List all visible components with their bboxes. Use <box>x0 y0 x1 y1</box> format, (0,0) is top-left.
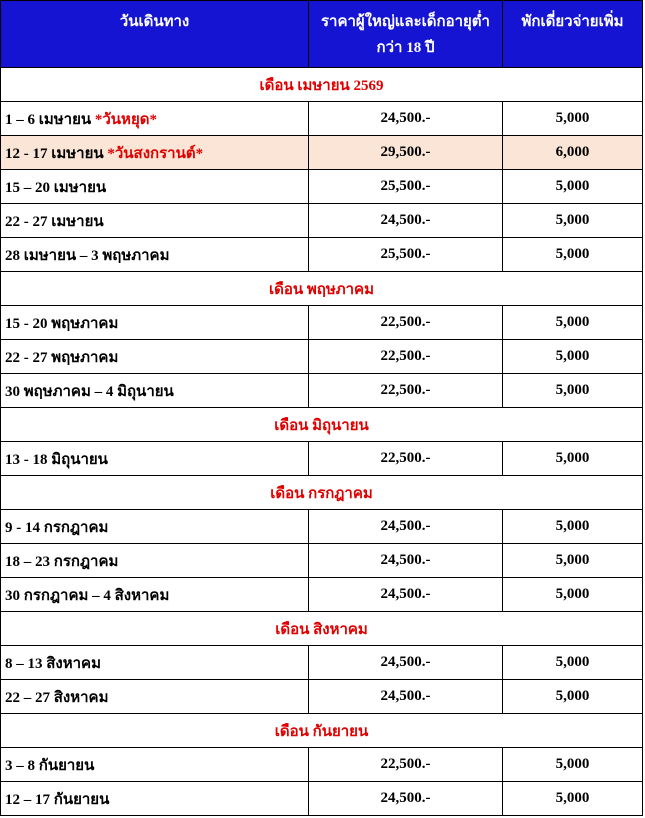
date-cell <box>1 204 309 238</box>
date-cell <box>1 306 309 340</box>
single-supplement-cell: 5,000 <box>503 238 643 272</box>
table-row <box>1 102 643 136</box>
date-text: 9 - 14 กรกฎาคม <box>5 519 109 536</box>
price-cell: 24,500.- <box>309 510 503 544</box>
date-text: 22 - 27 พฤษภาคม <box>5 349 119 366</box>
price-cell: 24,500.- <box>309 102 503 136</box>
header-price <box>309 1 503 68</box>
table-row <box>1 442 643 476</box>
month-row <box>1 476 643 510</box>
price-cell: 22,500.- <box>309 442 503 476</box>
price-cell: 24,500.- <box>309 680 503 714</box>
header-single: พักเดี่ยวจ่ายเพิ่ม <box>503 1 643 68</box>
price-cell: 24,500.- <box>309 544 503 578</box>
price-cell: 24,500.- <box>309 204 503 238</box>
table-row <box>1 646 643 680</box>
date-text: 1 – 6 เมษายน <box>5 111 92 128</box>
month-row <box>1 408 643 442</box>
date-cell <box>1 578 309 612</box>
month-row <box>1 612 643 646</box>
table-row <box>1 680 643 714</box>
price-cell: 24,500.- <box>309 782 503 816</box>
month-heading: เดือน กันยายน <box>1 714 643 748</box>
price-cell: 25,500.- <box>309 238 503 272</box>
date-text: 18 – 23 กรกฎาคม <box>5 553 119 570</box>
date-text: 13 - 18 มิถุนายน <box>5 451 108 468</box>
price-cell: 24,500.- <box>309 578 503 612</box>
date-cell <box>1 646 309 680</box>
price-cell: 29,500.- <box>309 136 503 170</box>
month-row <box>1 68 643 102</box>
month-heading: เดือน มิถุนายน <box>1 408 643 442</box>
price-cell: 24,500.- <box>309 646 503 680</box>
single-supplement-cell: 5,000 <box>503 306 643 340</box>
month-row <box>1 272 643 306</box>
single-supplement-cell: 5,000 <box>503 340 643 374</box>
month-heading: เดือน เมษายน 2569 <box>1 68 643 102</box>
date-cell <box>1 782 309 816</box>
single-supplement-cell: 5,000 <box>503 646 643 680</box>
single-supplement-cell: 5,000 <box>503 442 643 476</box>
single-supplement-cell: 5,000 <box>503 748 643 782</box>
date-cell <box>1 102 309 136</box>
date-text: 8 – 13 สิงหาคม <box>5 655 101 672</box>
price-cell: 25,500.- <box>309 170 503 204</box>
single-supplement-cell: 5,000 <box>503 510 643 544</box>
date-cell <box>1 510 309 544</box>
date-text: 30 พฤษภาคม – 4 มิถุนายน <box>5 383 174 400</box>
table-row <box>1 170 643 204</box>
single-supplement-cell: 5,000 <box>503 102 643 136</box>
table-row <box>1 748 643 782</box>
single-supplement-cell: 5,000 <box>503 374 643 408</box>
date-text: 3 – 8 กันยายน <box>5 757 95 774</box>
date-text: 28 เมษายน – 3 พฤษภาคม <box>5 247 170 264</box>
date-cell <box>1 136 309 170</box>
date-cell <box>1 680 309 714</box>
date-text: 15 – 20 เมษายน <box>5 179 107 196</box>
single-supplement-cell: 5,000 <box>503 680 643 714</box>
month-row <box>1 714 643 748</box>
header-date: วันเดินทาง <box>1 1 309 68</box>
single-supplement-cell: 5,000 <box>503 204 643 238</box>
table-row <box>1 544 643 578</box>
date-text: 30 กรกฎาคม – 4 สิงหาคม <box>5 587 170 604</box>
date-text: 22 - 27 เมษายน <box>5 213 104 230</box>
price-cell: 22,500.- <box>309 748 503 782</box>
single-supplement-cell: 5,000 <box>503 578 643 612</box>
month-heading: เดือน พฤษภาคม <box>1 272 643 306</box>
date-cell <box>1 544 309 578</box>
date-cell <box>1 340 309 374</box>
table-row <box>1 340 643 374</box>
date-note: *วันหยุด* <box>94 111 157 128</box>
single-supplement-cell: 5,000 <box>503 782 643 816</box>
header-price-line2: กว่า 18 ปี <box>376 40 435 56</box>
date-cell <box>1 374 309 408</box>
single-supplement-cell: 5,000 <box>503 544 643 578</box>
table-row <box>1 136 643 170</box>
date-text: 12 - 17 เมษายน <box>5 145 104 162</box>
price-cell: 22,500.- <box>309 340 503 374</box>
header-price-line1: ราคาผู้ใหญ่และเด็กอายุต่ำ <box>321 14 490 30</box>
month-heading: เดือน กรกฎาคม <box>1 476 643 510</box>
date-cell <box>1 170 309 204</box>
table-row <box>1 510 643 544</box>
table-row <box>1 306 643 340</box>
date-text: 12 – 17 กันยายน <box>5 791 110 808</box>
price-cell: 22,500.- <box>309 306 503 340</box>
month-heading: เดือน สิงหาคม <box>1 612 643 646</box>
table-row <box>1 238 643 272</box>
price-cell: 22,500.- <box>309 374 503 408</box>
table-row <box>1 782 643 816</box>
single-supplement-cell: 6,000 <box>503 136 643 170</box>
date-note: *วันสงกรานต์* <box>107 145 204 162</box>
table-row <box>1 204 643 238</box>
date-cell <box>1 442 309 476</box>
single-supplement-cell: 5,000 <box>503 170 643 204</box>
date-text: 15 - 20 พฤษภาคม <box>5 315 119 332</box>
date-text: 22 – 27 สิงหาคม <box>5 689 109 706</box>
date-cell <box>1 748 309 782</box>
table-row <box>1 374 643 408</box>
table-row <box>1 578 643 612</box>
date-cell <box>1 238 309 272</box>
